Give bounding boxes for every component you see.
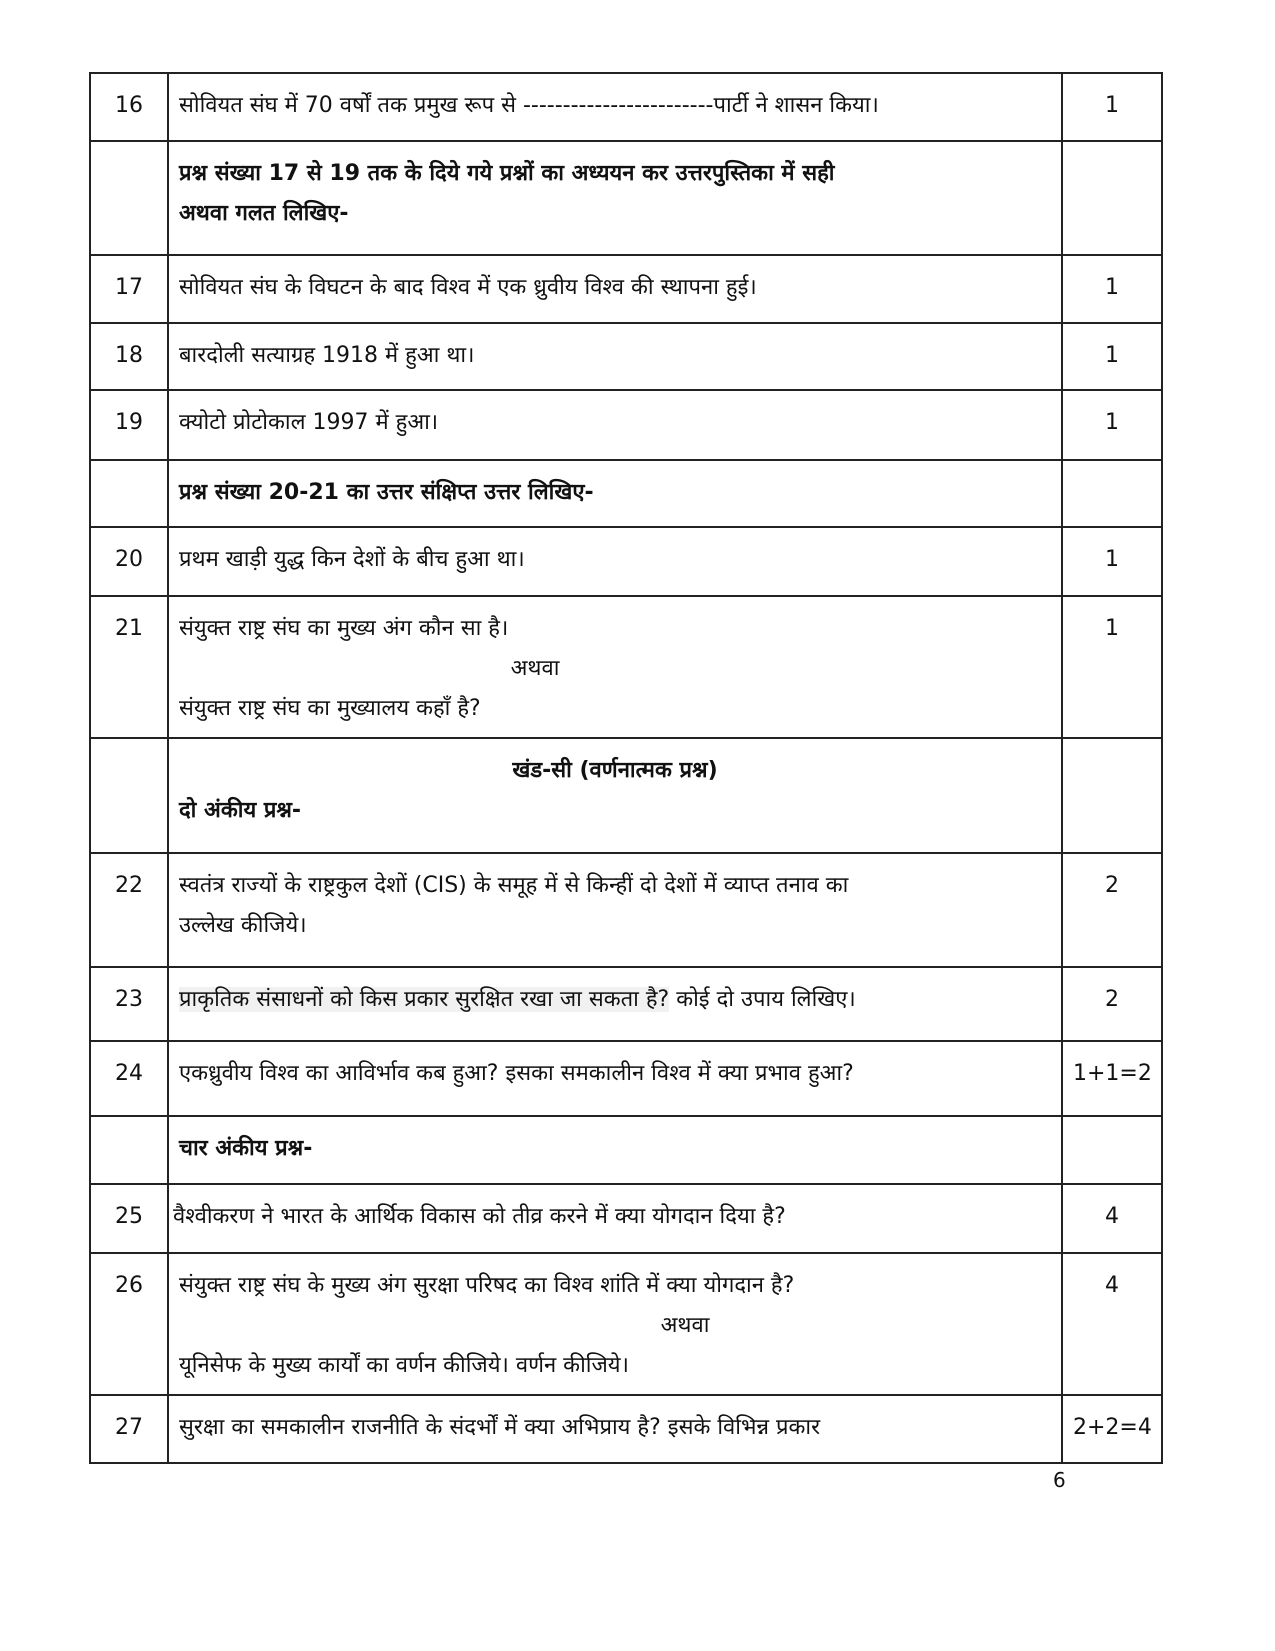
question-text-line: संयुक्त राष्ट्र संघ का मुख्य अंग कौन सा है। xyxy=(179,616,509,641)
table-row xyxy=(90,1184,1162,1253)
table-row xyxy=(90,1253,1162,1395)
or-separator: अथवा xyxy=(660,1313,710,1338)
question-text-part: कोई दो उपाय लिखिए। xyxy=(669,987,856,1012)
or-separator: अथवा xyxy=(510,656,560,681)
table-row xyxy=(90,1041,1162,1116)
marks-cell: 2 xyxy=(1062,967,1162,1041)
question-text xyxy=(168,967,1062,1041)
empty-number-cell xyxy=(90,141,168,255)
question-table xyxy=(89,72,1163,1464)
question-text: सोवियत संघ में 70 वर्षों तक प्रमुख रूप से ------------------------पार्टी ने शासन किया। xyxy=(168,73,1062,141)
page-number: 6 xyxy=(1053,1468,1066,1492)
table-row xyxy=(90,853,1162,967)
table-row xyxy=(90,596,1162,738)
table-row xyxy=(90,460,1162,527)
question-number: 21 xyxy=(90,596,168,738)
marks-cell: 2 xyxy=(1062,853,1162,967)
highlighted-text: प्राकृतिक संसाधनों को किस प्रकार सुरक्षित रखा जा सकता है? xyxy=(179,987,670,1012)
question-text xyxy=(168,853,1062,967)
question-text: प्रथम खाड़ी युद्ध किन देशों के बीच हुआ था। xyxy=(168,527,1062,596)
question-text-line: संयुक्त राष्ट्र संघ का मुख्यालय कहाँ है? xyxy=(179,696,481,721)
section-subheading: दो अंकीय प्रश्न- xyxy=(179,798,302,823)
table-row xyxy=(90,323,1162,390)
marks-cell: 1 xyxy=(1062,323,1162,390)
empty-marks-cell xyxy=(1062,1116,1162,1184)
instruction-heading-line: प्रश्न संख्या 17 से 19 तक के दिये गये प्रश्नों का अध्ययन कर उत्तरपुस्तिका में सही xyxy=(179,161,835,186)
question-number: 27 xyxy=(90,1395,168,1463)
empty-marks-cell xyxy=(1062,460,1162,527)
question-number: 18 xyxy=(90,323,168,390)
marks-cell: 1 xyxy=(1062,596,1162,738)
question-text xyxy=(168,1253,1062,1395)
section-title: खंड-सी (वर्णनात्मक प्रश्न) xyxy=(512,758,718,783)
marks-cell: 1+1=2 xyxy=(1062,1041,1162,1116)
table-row xyxy=(90,1116,1162,1184)
question-text: सुरक्षा का समकालीन राजनीति के संदर्भों में क्या अभिप्राय है? इसके विभिन्न प्रकार xyxy=(168,1395,1062,1463)
marks-cell: 1 xyxy=(1062,73,1162,141)
section-heading xyxy=(168,738,1062,853)
table-row xyxy=(90,527,1162,596)
table-row xyxy=(90,1395,1162,1463)
marks-cell: 1 xyxy=(1062,390,1162,460)
table-row xyxy=(90,141,1162,255)
question-text-line: स्वतंत्र राज्यों के राष्ट्रकुल देशों (CIS) के समूह में से किन्हीं दो देशों में व्याप्त तनाव का xyxy=(179,873,849,898)
question-text-line: संयुक्त राष्ट्र संघ के मुख्य अंग सुरक्षा परिषद का विश्व शांति में क्या योगदान है? xyxy=(179,1273,795,1298)
question-number: 19 xyxy=(90,390,168,460)
table-row xyxy=(90,390,1162,460)
question-number: 22 xyxy=(90,853,168,967)
question-number: 23 xyxy=(90,967,168,1041)
table-row xyxy=(90,738,1162,853)
question-number: 16 xyxy=(90,73,168,141)
instruction-heading: प्रश्न संख्या 20-21 का उत्तर संक्षिप्त उत्तर लिखिए- xyxy=(168,460,1062,527)
empty-number-cell xyxy=(90,1116,168,1184)
question-text-line: उल्लेख कीजिये। xyxy=(179,913,307,938)
question-text xyxy=(168,596,1062,738)
marks-cell: 1 xyxy=(1062,255,1162,323)
question-text: बारदोली सत्याग्रह 1918 में हुआ था। xyxy=(168,323,1062,390)
question-number: 24 xyxy=(90,1041,168,1116)
table-row xyxy=(90,255,1162,323)
question-text: सोवियत संघ के विघटन के बाद विश्व में एक ध्रुवीय विश्व की स्थापना हुई। xyxy=(168,255,1062,323)
question-number: 25 xyxy=(90,1184,168,1253)
instruction-heading-line: अथवा गलत लिखिए- xyxy=(179,201,349,226)
empty-marks-cell xyxy=(1062,738,1162,853)
empty-marks-cell xyxy=(1062,141,1162,255)
instruction-heading xyxy=(168,141,1062,255)
marks-cell: 4 xyxy=(1062,1253,1162,1395)
question-number: 26 xyxy=(90,1253,168,1395)
table-row xyxy=(90,73,1162,141)
question-text: क्योटो प्रोटोकाल 1997 में हुआ। xyxy=(168,390,1062,460)
empty-number-cell xyxy=(90,460,168,527)
question-number: 17 xyxy=(90,255,168,323)
marks-cell: 2+2=4 xyxy=(1062,1395,1162,1463)
question-text: वैश्वीकरण ने भारत के आर्थिक विकास को तीव्र करने में क्या योगदान दिया है? xyxy=(168,1184,1062,1253)
empty-number-cell xyxy=(90,738,168,853)
question-text: एकध्रुवीय विश्व का आविर्भाव कब हुआ? इसका समकालीन विश्व में क्या प्रभाव हुआ? xyxy=(168,1041,1062,1116)
instruction-heading: चार अंकीय प्रश्न- xyxy=(168,1116,1062,1184)
question-number: 20 xyxy=(90,527,168,596)
marks-cell: 4 xyxy=(1062,1184,1162,1253)
marks-cell: 1 xyxy=(1062,527,1162,596)
table-row xyxy=(90,967,1162,1041)
question-text-line: यूनिसेफ के मुख्य कार्यों का वर्णन कीजिये। वर्णन कीजिये। xyxy=(179,1353,629,1378)
